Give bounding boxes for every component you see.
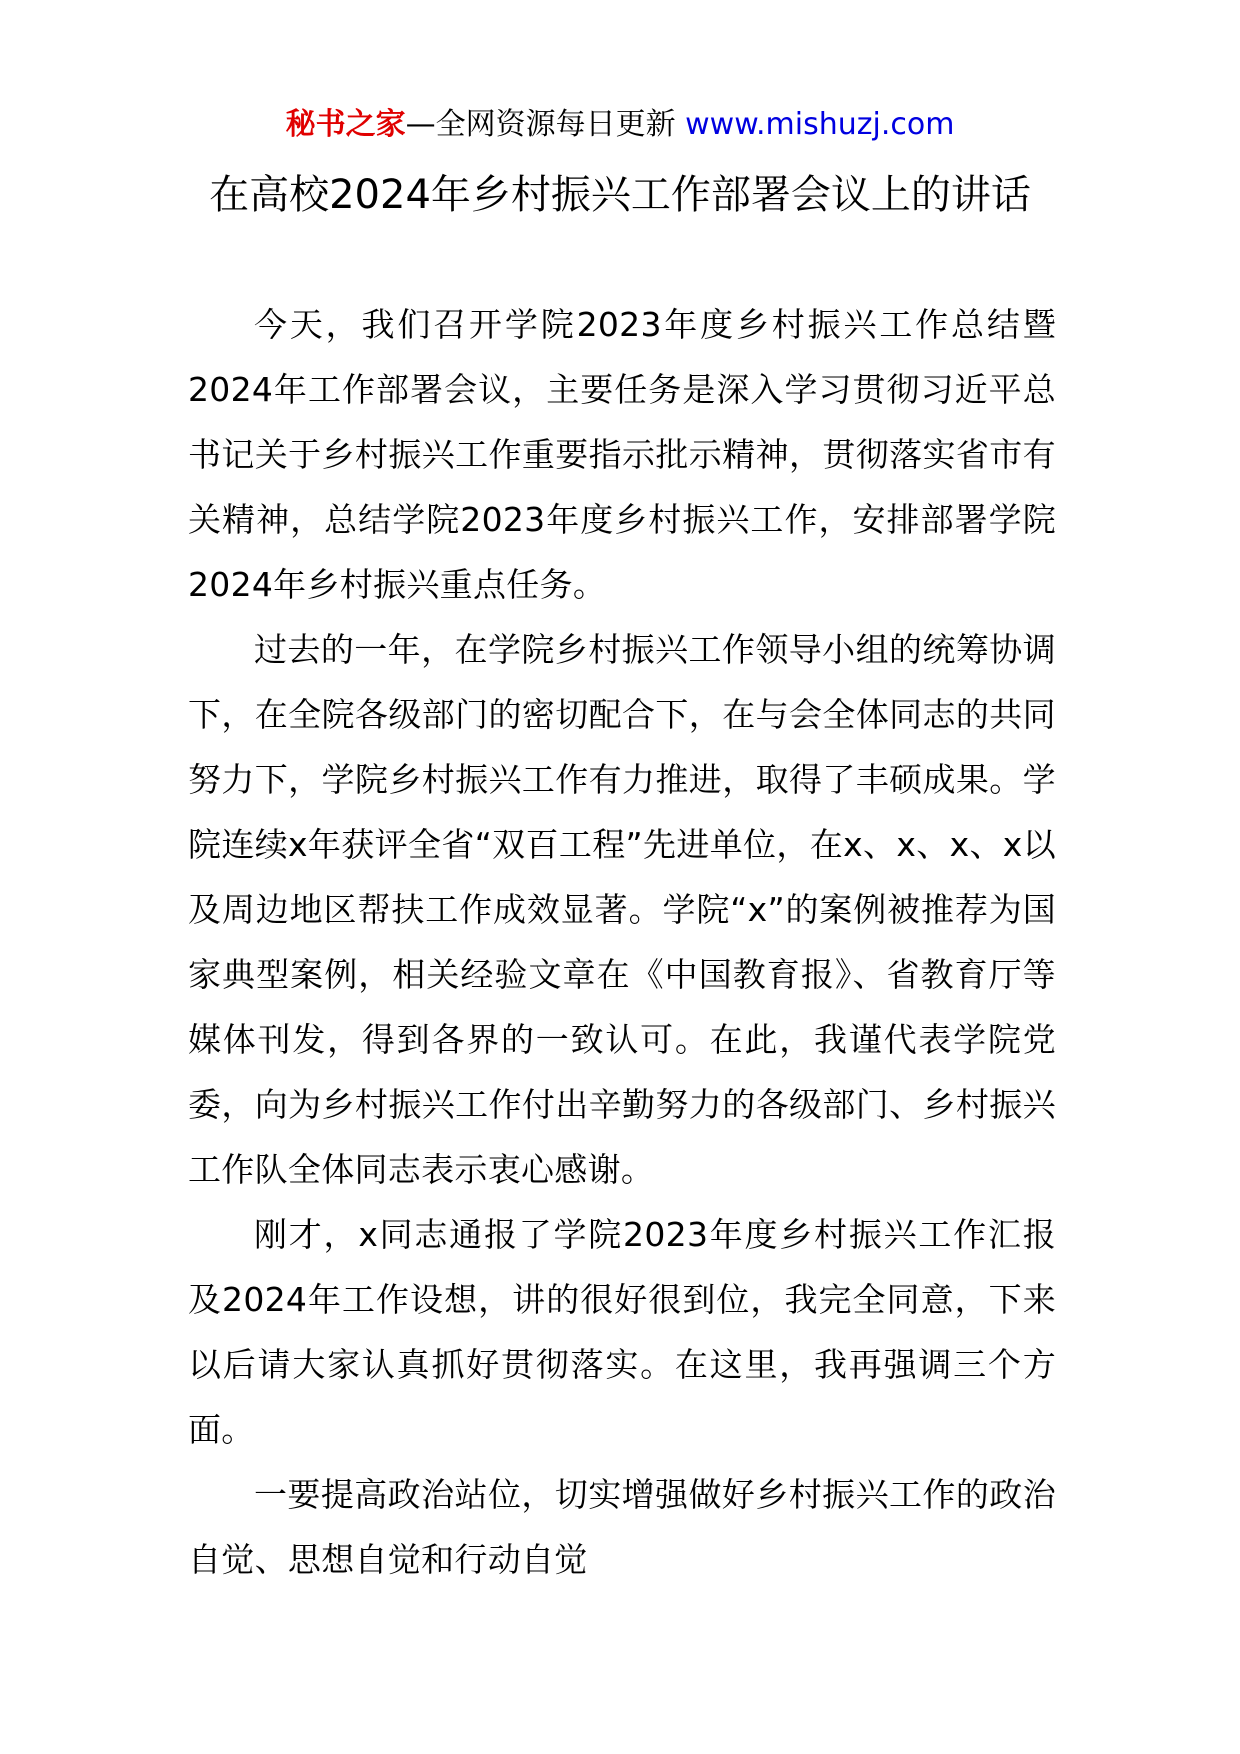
header-tagline: —全网资源每日更新 <box>405 107 676 142</box>
document-title: 在高校2024年乡村振兴工作部署会议上的讲话 <box>209 172 1031 218</box>
brand-name: 秘书之家 <box>285 107 406 142</box>
site-url-link[interactable]: www.mishuzj.com <box>685 107 955 142</box>
paragraph-intro: 今天，我们召开学院2023年度乡村振兴工作总结暨2024年工作部署会议，主要任务是深入学习贯彻习近平总书记关于乡村振兴工作重要指示批示精神，贯彻落实省市有关精神，总结学院2023年度乡村振兴工作，安排部署学院2024年乡村振兴重点任务。 <box>188 305 1056 604</box>
paragraph-emphasis: 刚才，x同志通报了学院2023年度乡村振兴工作汇报及2024年工作设想，讲的很好很到位，我完全同意，下来以后请大家认真抓好贯彻落实。在这里，我再强调三个方面。 <box>188 1215 1056 1449</box>
paragraph-point-one: 一要提高政治站位，切实增强做好乡村振兴工作的政治自觉、思想自觉和行动自觉 <box>188 1475 1056 1579</box>
paragraph-review: 过去的一年，在学院乡村振兴工作领导小组的统筹协调下，在全院各级部门的密切配合下，在与会全体同志的共同努力下，学院乡村振兴工作有力推进，取得了丰硕成果。学院连续x年获评全省“双百工程”先进单位，在x、x、x、x以及周边地区帮扶工作成效显著。学院“x”的案例被推荐为国家典型案例，相关经验文章在《中国教育报》、省教育厅等媒体刊发，得到各界的一致认可。在此，我谨代表学院党委，向为乡村振兴工作付出辛勤努力的各级部门、乡村振兴工作队全体同志表示衷心感谢。 <box>188 630 1056 1189</box>
site-header <box>0 100 1240 150</box>
document-body <box>188 292 1056 1592</box>
